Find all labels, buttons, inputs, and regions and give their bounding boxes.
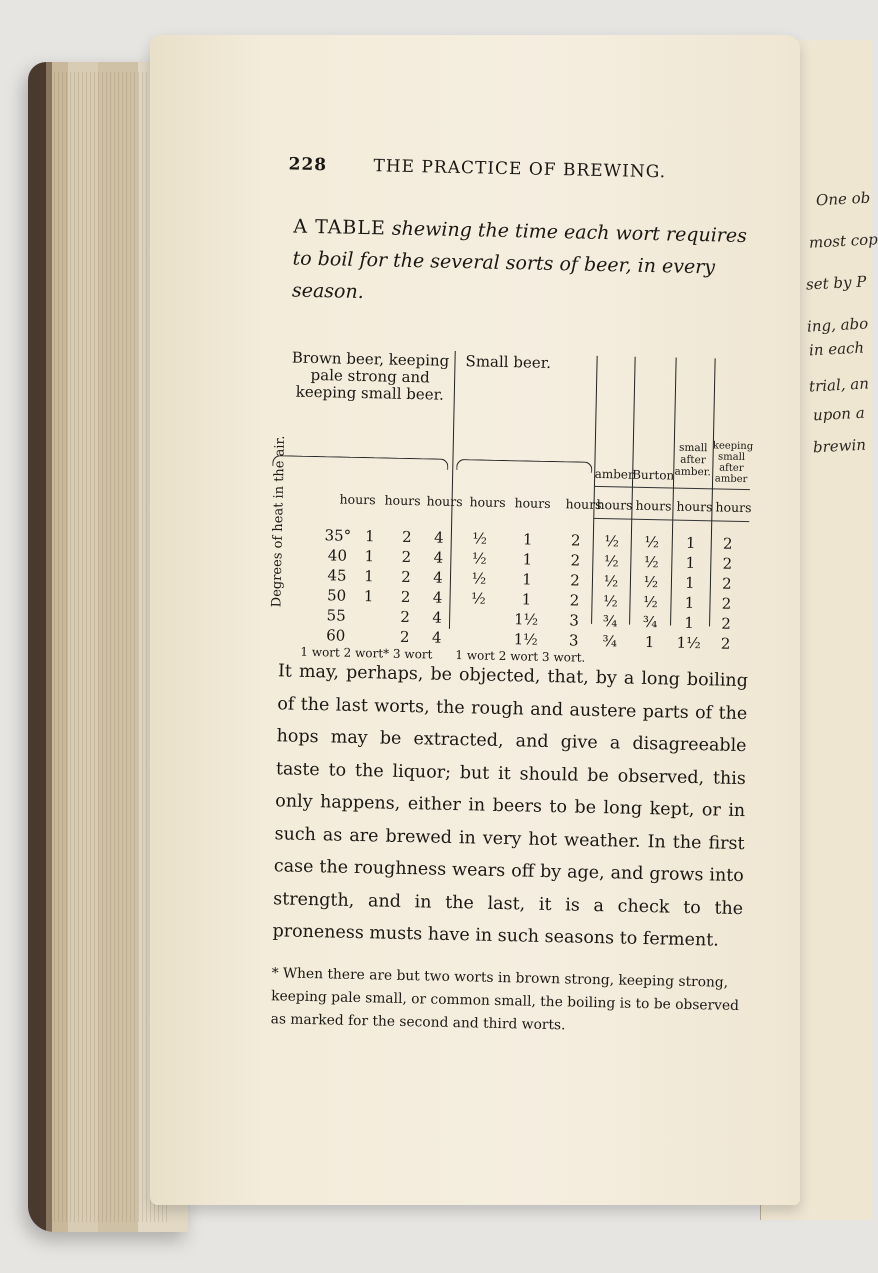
facing-fragment: set by P bbox=[805, 272, 867, 294]
amber-cell: ¾ bbox=[602, 612, 618, 631]
facing-fragment: brewin bbox=[812, 435, 867, 457]
book-page bbox=[150, 35, 800, 1205]
table-title-italic: shewing the time each wort requires to boil for the several sorts of beer, in every season. bbox=[291, 217, 748, 304]
brace-brown bbox=[272, 455, 448, 470]
small-wort2-cell: 1½ bbox=[513, 630, 538, 649]
small-wort2-cell: 1½ bbox=[513, 610, 539, 629]
column-divider bbox=[591, 356, 598, 624]
degree-cell: 35° bbox=[324, 526, 352, 545]
column-header-small-after-amber: small after amber. bbox=[674, 441, 712, 479]
burton-cell: ½ bbox=[643, 572, 659, 592]
burton-cell: 1 bbox=[644, 632, 655, 652]
small-wort1-cell bbox=[465, 609, 491, 610]
keeping-small-after-amber-cell: 2 bbox=[721, 614, 732, 633]
facing-fragment: most cop bbox=[808, 230, 878, 252]
keeping-small-after-amber-cell: 2 bbox=[721, 574, 732, 593]
brown-wort2-cell: 2 bbox=[400, 587, 411, 607]
hours-label: hours bbox=[514, 495, 551, 511]
hours-label: hours bbox=[565, 496, 602, 513]
brace-small bbox=[456, 459, 592, 473]
table-title-caps: A TABLE bbox=[293, 215, 387, 240]
hours-label: hours bbox=[426, 493, 463, 510]
facing-fragment: trial, an bbox=[808, 374, 870, 396]
burton-cell: ½ bbox=[644, 532, 660, 552]
facing-fragment: in each bbox=[808, 338, 865, 360]
brown-wort2-cell: 2 bbox=[400, 607, 411, 627]
hours-label: hours bbox=[384, 492, 421, 509]
small-wort2-cell: 1 bbox=[521, 590, 532, 609]
burton-cell: ½ bbox=[643, 592, 658, 612]
burton-cell: ½ bbox=[643, 552, 659, 572]
hours-label: hours bbox=[469, 494, 506, 511]
brown-wort1-cell bbox=[355, 607, 381, 608]
group-header-brown-beer: Brown beer, keeping pale strong and keeping small beer. bbox=[291, 348, 450, 404]
column-header-keeping-small-after-amber: keeping small after amber bbox=[712, 440, 754, 486]
burton-cell: ¾ bbox=[642, 612, 658, 632]
amber-cell: ½ bbox=[603, 552, 619, 571]
group-header-small-beer: Small beer. bbox=[465, 352, 552, 372]
brown-wort2-cell: 2 bbox=[401, 567, 411, 587]
small-after-amber-cell: 1 bbox=[685, 553, 696, 573]
degree-cell: 50 bbox=[326, 586, 347, 605]
small-wort1-cell: ½ bbox=[472, 529, 488, 548]
small-wort3-cell: 2 bbox=[570, 531, 581, 550]
amber-cell: ¾ bbox=[602, 632, 618, 651]
footnote: * When there are but two worts in brown strong, keeping strong, keeping pale small, or common small, the boiling is to be observed as marked for the second and third worts. bbox=[270, 965, 740, 1034]
brown-wort1-cell: 1 bbox=[364, 547, 375, 566]
small-wort3-cell: 3 bbox=[569, 611, 580, 630]
small-wort3-cell: 3 bbox=[568, 631, 579, 650]
small-wort2-cell: 1 bbox=[522, 550, 533, 569]
small-after-amber-cell: 1 bbox=[685, 533, 696, 553]
brown-wort1-cell: 1 bbox=[364, 567, 374, 586]
running-header bbox=[288, 154, 788, 184]
brown-wort3-cell: 4 bbox=[433, 548, 444, 567]
running-title: THE PRACTICE OF BREWING. bbox=[373, 156, 667, 183]
brown-wort2-cell: 2 bbox=[401, 547, 412, 567]
keeping-small-after-amber-cell: 2 bbox=[721, 594, 732, 613]
small-wort1-cell: ½ bbox=[471, 549, 487, 568]
degree-cell: 55 bbox=[326, 606, 346, 625]
amber-cell: ½ bbox=[604, 532, 620, 551]
degree-cell: 60 bbox=[326, 626, 346, 645]
amber-cell: ½ bbox=[603, 592, 618, 611]
brown-wort3-cell: 4 bbox=[431, 628, 442, 647]
keeping-small-after-amber-cell: 2 bbox=[720, 634, 731, 653]
small-after-amber-cell: 1 bbox=[684, 613, 695, 632]
footer-brown-worts: 1 wort 2 wort* 3 wort bbox=[300, 644, 433, 662]
hours-label: hours bbox=[635, 497, 672, 514]
brown-wort1-cell: 1 bbox=[363, 587, 374, 606]
brown-wort1-cell bbox=[355, 627, 381, 628]
column-divider bbox=[629, 357, 636, 625]
hours-label: hours bbox=[676, 498, 713, 515]
small-wort3-cell: 2 bbox=[569, 571, 580, 590]
degree-cell: 40 bbox=[327, 546, 348, 565]
hours-label: hours bbox=[715, 499, 752, 516]
keeping-small-after-amber-cell: 2 bbox=[722, 554, 733, 573]
brown-wort3-cell: 4 bbox=[433, 528, 444, 547]
column-header-amber: amber bbox=[594, 466, 634, 482]
small-wort1-cell bbox=[465, 629, 491, 630]
footer-small-worts: 1 wort 2 wort 3 wort. bbox=[455, 648, 586, 665]
brown-wort3-cell: 4 bbox=[432, 608, 443, 627]
facing-fragment: ing, abo bbox=[806, 314, 869, 336]
hours-label: hours bbox=[596, 496, 633, 513]
small-wort2-cell: 1 bbox=[522, 570, 532, 589]
small-wort1-cell: ½ bbox=[471, 589, 487, 608]
small-wort3-cell: 2 bbox=[570, 551, 581, 570]
page-number: 228 bbox=[288, 154, 328, 176]
small-wort3-cell: 2 bbox=[569, 591, 580, 610]
hours-label: hours bbox=[339, 491, 376, 508]
boiling-time-table bbox=[269, 347, 771, 665]
brown-wort2-cell: 2 bbox=[401, 527, 412, 547]
brown-wort3-cell: 4 bbox=[432, 588, 443, 607]
degree-cell: 45 bbox=[327, 566, 347, 585]
brown-wort1-cell: 1 bbox=[364, 527, 375, 546]
facing-fragment: One ob bbox=[815, 188, 871, 210]
amber-cell: ½ bbox=[603, 572, 619, 591]
small-after-amber-cell: 1½ bbox=[676, 633, 701, 653]
column-header-burton: Burton bbox=[632, 467, 675, 483]
facing-fragment: upon a bbox=[812, 403, 866, 425]
small-wort1-cell: ½ bbox=[471, 569, 487, 588]
brown-wort3-cell: 4 bbox=[433, 568, 443, 587]
body-paragraph: It may, perhaps, be objected, that, by a long boiling of the last worts, the rough and austere parts of the hops may be extracted, and give a disagreeable taste to the liquor; but it should be observed, this only happens, either in beers to be long kept, or in such as are brewed in very hot weather. In the first case the roughness wears off by age, and grows into strength, and in the last, it is a check to the proneness musts have in such seasons to ferment. bbox=[272, 661, 749, 951]
column-divider bbox=[449, 351, 456, 629]
small-after-amber-cell: 1 bbox=[684, 593, 695, 612]
small-wort2-cell: 1 bbox=[522, 530, 533, 549]
axis-label-degrees: Degrees of heat in the air. bbox=[269, 435, 288, 608]
brown-wort2-cell: 2 bbox=[399, 627, 410, 647]
keeping-small-after-amber-cell: 2 bbox=[722, 534, 733, 553]
column-divider bbox=[670, 358, 677, 626]
table-title bbox=[292, 211, 749, 317]
small-after-amber-cell: 1 bbox=[684, 573, 695, 593]
